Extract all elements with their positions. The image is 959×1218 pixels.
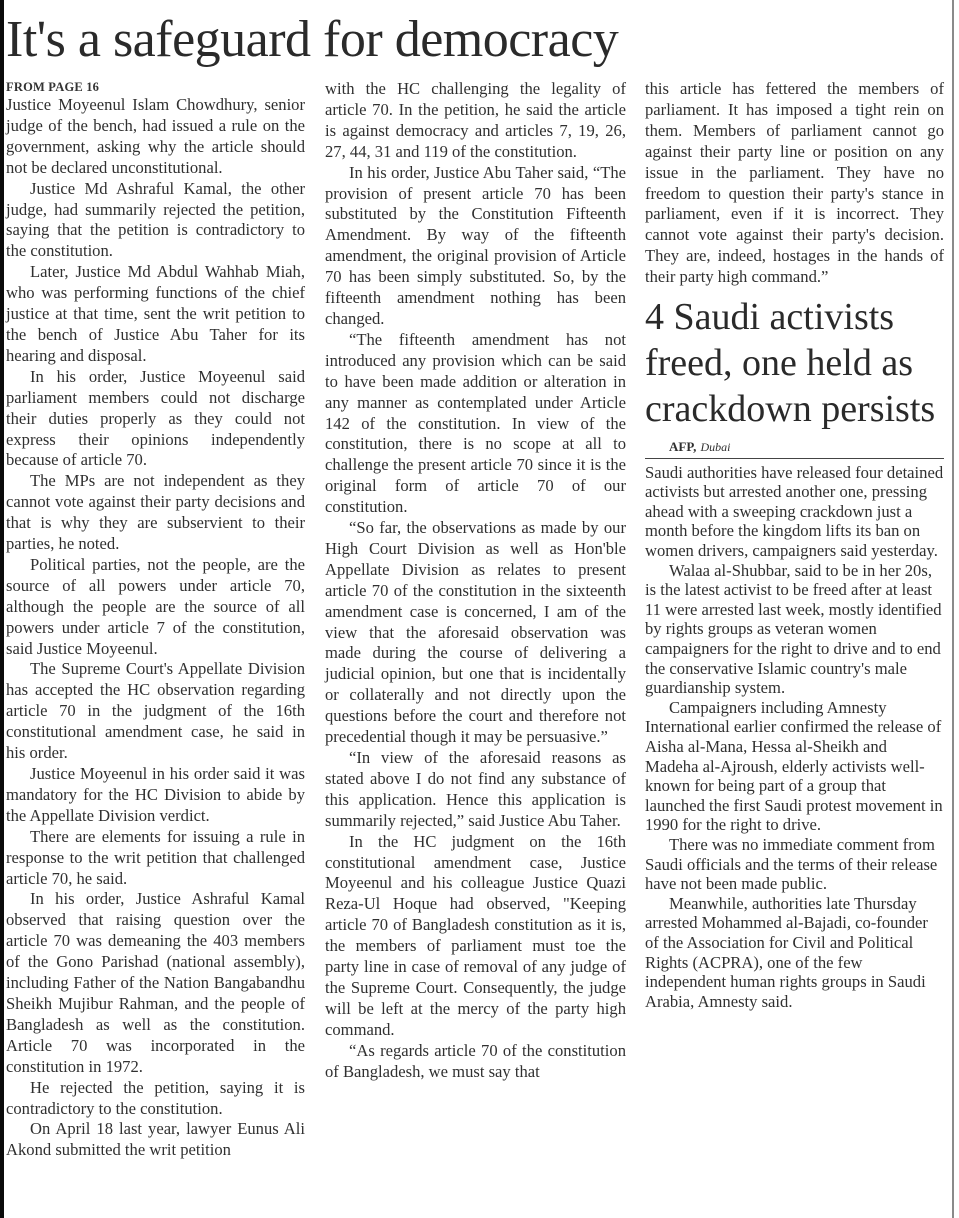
paragraph: In the HC judgment on the 16th constitutional amendment case, Justice Moyeenul and his colleague Justice Quazi Reza-Ul Hoque had observed, "Keeping article 70 of Bangladesh constitution as it is, the members of parliament must toe the party line in case of removal of any judge of the Supreme Court. Consequently, the judge will be left at the mercy of the party high command. [325,831,626,1039]
paragraph: Later, Justice Md Abdul Wahhab Miah, who was performing functions of the chief justice at that time, sent the writ petition to the bench of Justice Abu Taher for its hearing and disposal. [6,262,305,365]
paragraph: In his order, Justice Moyeenul said parliament members could not discharge their duties properly as they could not express their opinions independently because of article 70. [6,366,305,470]
paragraph: Justice Md Ashraful Kamal, the other judge, had summarily rejected the petition, saying that the petition is contradictory to the constitution. [6,178,305,261]
page-edge-strip [0,0,4,1218]
paragraph: with the HC challenging the legality of article 70. In the petition, he said the article is against democracy and articles 7, 19, 26, 27, 44, 31 and 119 of the constitution. [325,79,626,161]
article-column-2 [325,79,626,1083]
paragraph: There are elements for issuing a rule in response to the writ petition that challenged article 70, he said. [6,826,305,888]
byline [645,436,944,458]
paragraph: Saudi authorities have released four detained activists but arrested another one, pressing ahead with a sweeping crackdown just a month before the kingdom lifts its ban on women drivers, campaigners said yesterday. [645,462,944,561]
paragraph: “So far, the observations as made by our High Court Division as well as Hon'ble Appellate Division as relates to present article 70 of the constitution in the sixteenth amendment case is concerned, I am of the view that the aforesaid observation was made during the course of delivering a judicial opinion, but one that is incidentally or collaterally and not directly upon the questions before the court and therefore not precedential though it may be persuasive.” [325,518,626,747]
byline-agency: AFP, [669,439,697,455]
paragraph: Meanwhile, authorities late Thursday arrested Mohammed al-Bajadi, co-founder of the Association for Civil and Political Rights (ACPRA), one of the few independent human rights groups in Saudi Arabia, Amnesty said. [645,893,928,1011]
paragraph: In his order, Justice Abu Taher said, “The provision of present article 70 has been substituted by the Constitution Fifteenth Amendment. By way of the fifteenth amendment, the original provision of Article 70 has been simply substituted. So, by the fifteenth amendment nothing has been changed. [325,162,626,328]
secondary-article [645,294,944,1011]
article-headline: It's a safeguard for democracy [6,11,619,68]
paragraph: Walaa al-Shubbar, said to be in her 20s, is the latest activist to be freed after at least 11 were arrested last week, mostly identified by rights groups as veteran women campaigners for the right to drive and to end the conservative Islamic country's male guardianship system. [645,560,942,698]
paragraph: “The fifteenth amendment has not introduced any provision which can be said to have been made addition or alteration in any manner as contemplated under Article 142 of the constitution. In view of the constitution, there is no scope at all to challenge the present article 70 since it is the original form of article 70 of our constitution. [325,329,626,517]
byline-place: Dubai [700,440,731,455]
paragraph: On April 18 last year, lawyer Eunus Ali Akond submitted the writ petition [6,1119,305,1160]
column-divider-rule [952,0,954,1218]
paragraph: The MPs are not independent as they cannot vote against their party decisions and that is why they are subservient to their parties, he noted. [6,471,305,554]
secondary-headline: 4 Saudi activists freed, one held as crackdown persists [645,296,936,431]
paragraph: Political parties, not the people, are the source of all powers under article 70, although the people are the source of all powers under article 7 of the constitution, said Justice Moyeenul. [6,554,305,658]
paragraph: “In view of the aforesaid reasons as stated above I do not find any substance of this application. Hence this application is summarily rejected,” said Justice Abu Taher. [325,748,626,830]
paragraph: Justice Moyeenul Islam Chowdhury, senior judge of the bench, had issued a rule on the government, asking why the article should not be declared unconstitutional. [6,95,305,177]
article-column-3 [645,79,944,1011]
article-column-1 [6,79,305,1161]
byline-divider [645,458,944,459]
continuation-kicker: FROM PAGE 16 [6,80,100,94]
paragraph: “As regards article 70 of the constitution of Bangladesh, we must say that [325,1040,626,1081]
paragraph: Justice Moyeenul in his order said it was mandatory for the HC Division to abide by the Appellate Division verdict. [6,764,305,825]
paragraph: Campaigners including Amnesty International earlier confirmed the release of Aisha al-Mana, Hessa al-Sheikh and Madeha al-Ajroush, elderly activists well-known for being part of a group that launched the first Saudi protest movement in 1990 for the right to drive. [645,697,943,835]
paragraph: In his order, Justice Ashraful Kamal observed that raising question over the article 70 was demeaning the 403 members of the Gono Parishad (national assembly), including Father of the Nation Bangabandhu Sheikh Mujibur Rahman, and the people of Bangladesh as well as the constitution. Article 70 was incorporated in the constitution in 1972. [6,889,305,1076]
paragraph: The Supreme Court's Appellate Division has accepted the HC observation regarding article 70 in the judgment of the 16th constitutional amendment case, he said in his order. [6,659,305,763]
paragraph: He rejected the petition, saying it is contradictory to the constitution. [6,1077,305,1118]
paragraph: this article has fettered the members of parliament. It has imposed a tight rein on them. Members of parliament cannot go against their party line or position on any issue in the parliament. They have no freedom to question their party's stance in parliament, even if it is incorrect. They cannot vote against their party's decision. They are, indeed, hostages in the hands of their party high command.” [645,79,944,287]
paragraph: There was no immediate comment from Saudi officials and the terms of their release have not been made public. [645,834,938,894]
